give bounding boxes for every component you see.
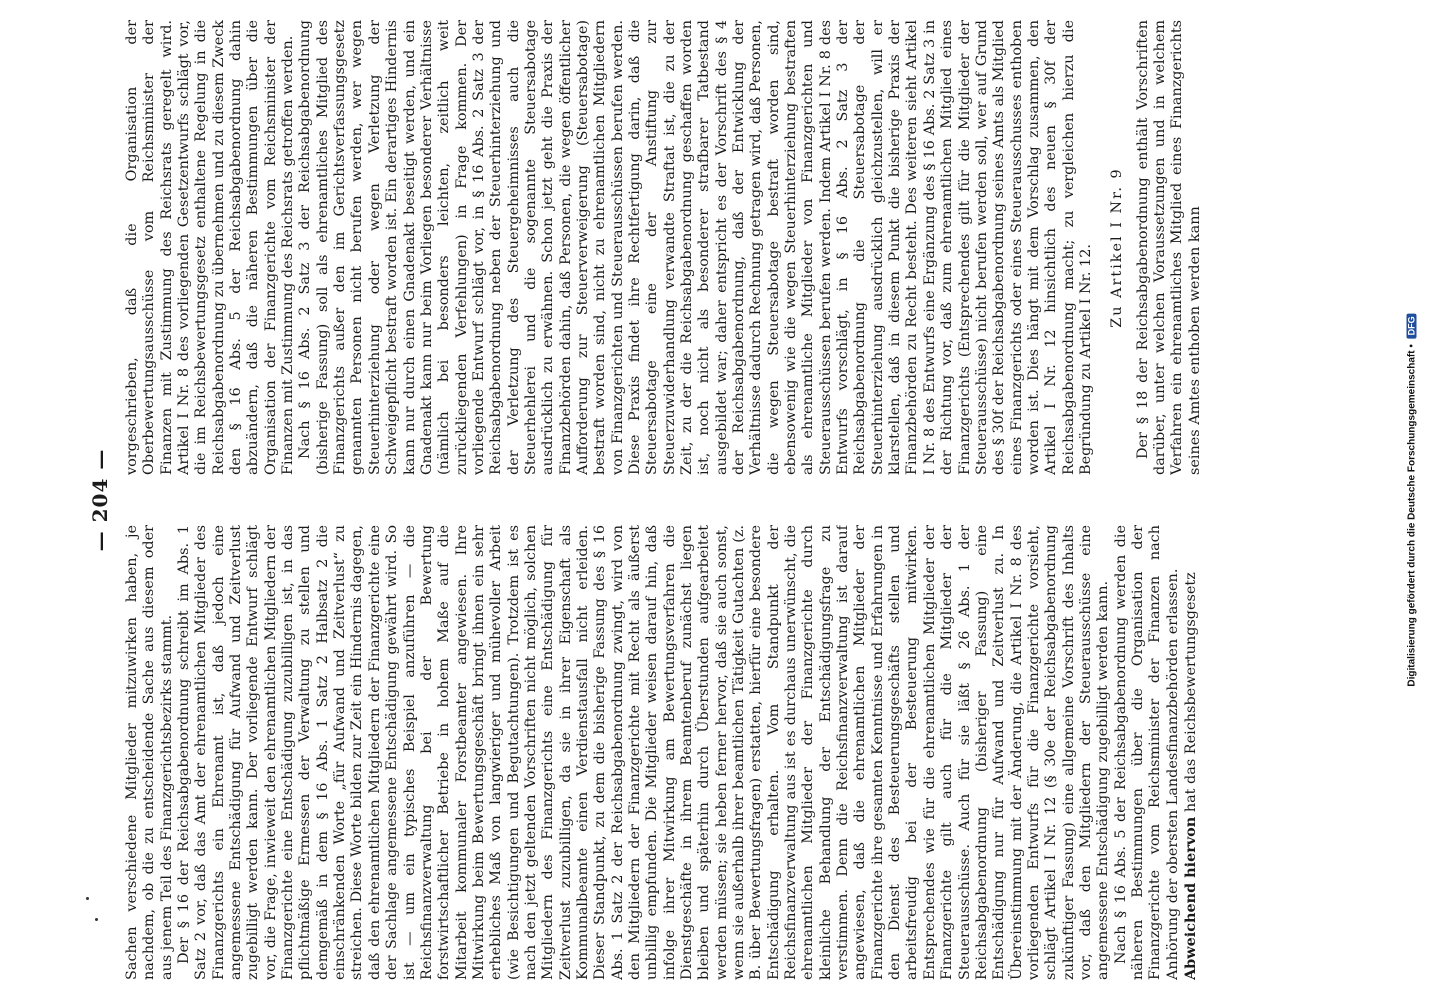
scan-speck [86,897,89,900]
paragraph: Der § 18 der Reichsabgabenordnung enthält Vorschriften darüber, unter welchen Voraussetzungen und in welchem Verfahren ein ehrenamtliches Mitglied eines Finanzgerichts seines Amtes enthoben werden kann [1134,20,1203,475]
dfg-logo: DFG [1407,313,1417,338]
paragraph: vorgeschrieben, daß die Organisation der Oberbewertungsausschüsse vom Reichsminister der Finanzen mit Zustimmung des Reichsrats geregelt wird. Artikel I Nr. 8 des vorliegenden Gesetzentwurfs schlägt vor, die im Reichsbewertungsgesetz enthaltene Regelung in die Reichsabgabenordnung zu übernehmen und zu diesem Zweck den § 16 Abs. 5 der Reichsabgabenordnung dahin abzuändern, daß die näheren Bestimmungen über die Organisation der Finanzgerichte vom Reichsminister der Finanzen mit Zustimmung des Reichsrats getroffen werden. [124,20,297,475]
paragraph [1182,525,1200,980]
left-column [124,525,1304,980]
paragraph: Der § 16 der Reichsabgabenordnung schreibt im Abs. 1 Satz 2 vor, daß das Amt der ehrenamtlichen Mitglieder des Finanzgerichts ein Ehrenamt ist, daß jedoch eine angemessene Entschädigung für Aufwand und Zeitverlust zugebilligt werden kann. Der vorliegende Entwurf schlägt vor, die Frage, inwieweit den ehrenamtlichen Mitgliedern der Finanzgerichte eine Entschädigung zuzubilligen ist, in das pflichtmäßige Ermessen der Verwaltung zu stellen und demgemäß in dem § 16 Abs. 1 Satz 2 Halbsatz 2 die einschränkenden Worte „für Aufwand und Zeitverlust“ zu streichen. Diese Worte bilden zur Zeit ein Hindernis dagegen, daß den ehrenamtlichen Mitgliedern der Finanzgerichte eine der Sachlage angemessene Entschädigung gewährt wird. So ist — um ein typisches Beispiel anzuführen — die Reichsfinanzverwaltung bei der Bewertung forstwirtschaftlicher Betriebe in hohem Maße auf die Mitarbeit kommunaler Forstbeamter angewiesen. Ihre Mitwirkung beim Bewertungsgeschäft bringt ihnen ein sehr erhebliches Maß von langwieriger und mühevoller Arbeit (wie Besichtigungen und Begutachtungen). Trotzdem ist es nach den jetzt geltenden Vorschriften nicht möglich, solchen Mitgliedern des Finanzgerichts eine Entschädigung für Zeitverlust zuzubilligen, da sie in ihrer Eigenschaft als Kommunalbeamte einen Verdienstausfall nicht erleiden. Dieser Standpunkt, zu dem die bisherige Fassung des § 16 Abs. 1 Satz 2 der Reichsabgabenordnung zwingt, wird von den Mitgliedern der Finanzgerichte mit Recht als äußerst unbillig empfunden. Die Mitglieder weisen darauf hin, daß infolge ihrer Mitwirkung am Bewertungsverfahren die Dienstgeschäfte in ihrem Beamtenberuf zunächst liegen bleiben und späterhin durch Überstunden aufgearbeitet werden müssen; sie heben ferner hervor, daß sie auch sonst, wenn sie außerhalb ihrer beamtlichen Tätigkeit Gutachten (z. B. über Bewertungsfragen) erstatten, hierfür eine besondere Entschädigung erhalten. Vom Standpunkt der Reichsfinanzverwaltung aus ist es durchaus unerwünscht, die ehrenamtlichen Mitglieder der Finanzgerichte durch kleinliche Behandlung der Entschädigungsfrage zu verstimmen. Denn die Reichsfinanzverwaltung ist darauf angewiesen, daß die ehrenamtlichen Mitglieder der Finanzgerichte ihre gesamten Kenntnisse und Erfahrungen in den Dienst des Besteuerungsgeschäfts stellen und arbeitsfreudig bei der Besteuerung mitwirken. Entsprechendes wie für die ehrenamtlichen Mitglieder der Finanzgerichte gilt auch für die Mitglieder der Steuerausschüsse. Auch für sie läßt § 26 Abs. 1 der Reichsabgabenordnung (bisheriger Fassung) eine Entschädigung nur für Aufwand und Zeitverlust zu. In Übereinstimmung mit der Änderung, die Artikel I Nr. 8 des vorliegenden Entwurfs für die Finanzgerichte vorsieht, schlägt Artikel I Nr. 12 (§ 30e der Reichsabgabenordnung zukünftiger Fassung) eine allgemeine Vorschrift des Inhalts vor, daß den Mitgliedern der Steuerausschüsse eine angemessene Entschädigung zugebilligt werden kann. [176,525,1112,980]
scan-speck [95,918,98,921]
digitization-credit-text: Digitalisierung gefördert durch die Deutsche Forschungsgemeinschaft • [1406,344,1418,687]
page-number: — 204 — [88,448,112,552]
paragraph: Nach § 16 Abs. 5 der Reichsabgabenordnung werden die näheren Bestimmungen über die Organisation der Finanzgerichte vom Reichsminister der Finanzen nach Anhörung der obersten Landesfinanzbehörden erlassen. [1112,525,1181,980]
digitization-credit [1407,313,1418,686]
section-heading: Zu Artikel I Nr. 9 [1109,167,1126,328]
bold-lead-text: Abweichend hiervon [1181,816,1199,980]
rotated-document-page [80,20,1310,980]
paragraph: Sachen verschiedene Mitglieder mitzuwirken haben, je nachdem, ob die zu entscheidende Sache aus diesem oder aus jenem Teil des Finanzgerichtsbezirks stammt. [124,525,175,980]
right-column [124,20,1304,475]
paragraph: Nach § 16 Abs. 2 Satz 3 der Reichsabgabenordnung (bisherige Fassung) soll als ehrenamtliches Mitglied des Finanzgerichts außer den im Gerichtsverfassungsgesetz genannten Personen nicht berufen werden, wer wegen Steuerhinterziehung oder wegen Verletzung der Schweigepflicht bestraft worden ist. Ein derartiges Hindernis kann nur durch einen Gnadenakt beseitigt werden, und ein Gnadenakt kann nur beim Vorliegen besonderer Verhältnisse (nämlich bei besonders leichten, zeitlich weit zurückliegenden Verfehlungen) in Frage kommen. Der vorliegende Entwurf schlägt vor, in § 16 Abs. 2 Satz 3 der Reichsabgabenordnung neben der Steuerhinterziehung und der Verletzung des Steuergeheimnisses auch die Steuerhehlerei und die sogenannte Steuersabotage ausdrücklich zu erwähnen. Schon jetzt geht die Praxis der Finanzbehörden dahin, daß Personen, die wegen öffentlicher Aufforderung zur Steuerverweigerung (Steuersabotage) bestraft worden sind, nicht zu ehrenamtlichen Mitgliedern von Finanzgerichten und Steuerausschüssen berufen werden. Diese Praxis findet ihre Rechtfertigung darin, daß die Steuersabotage eine der Anstiftung zur Steuerzuwiderhandlung verwandte Straftat ist, die zu der Zeit, zu der die Reichsabgabenordnung geschaffen worden ist, noch nicht als besonderer strafbarer Tatbestand ausgebildet war; daher entspricht es der Vorschrift des § 4 der Reichsabgabenordnung, daß der Entwicklung der Verhältnisse dadurch Rechnung getragen wird, daß Personen, die wegen Steuersabotage bestraft worden sind, ebensowenig wie die wegen Steuerhinterziehung bestraften als ehrenamtliche Mitglieder von Finanzgerichten und Steuerausschüssen berufen werden. Indem Artikel I Nr. 8 des Entwurfs vorschlägt, in § 16 Abs. 2 Satz 3 der Reichsabgabenordnung die Steuersabotage der Steuerhinterziehung ausdrücklich gleichzustellen, will er klarstellen, daß in diesem Punkt die bisherige Praxis der Finanzbehörden zu Recht besteht. Des weiteren sieht Artikel I Nr. 8 des Entwurfs eine Ergänzung des § 16 Abs. 2 Satz 3 in der Richtung vor, daß zum ehrenamtlichen Mitglied eines Finanzgerichts (Entsprechendes gilt für die Mitglieder der Steuerausschüsse) nicht berufen werden soll, wer auf Grund des § 30f der Reichsabgabenordnung seines Amts als Mitglied eines Finanzgerichts oder eines Steuerausschusses enthoben worden ist. Dies hängt mit dem Vorschlag zusammen, den Artikel I Nr. 12 hinsichtlich des neuen § 30f der Reichsabgabenordnung macht; zu vergleichen hierzu die Begründung zu Artikel I Nr. 12. [297,20,1094,475]
paragraph-text: hat das Reichsbewertungsgesetz [1182,572,1199,817]
